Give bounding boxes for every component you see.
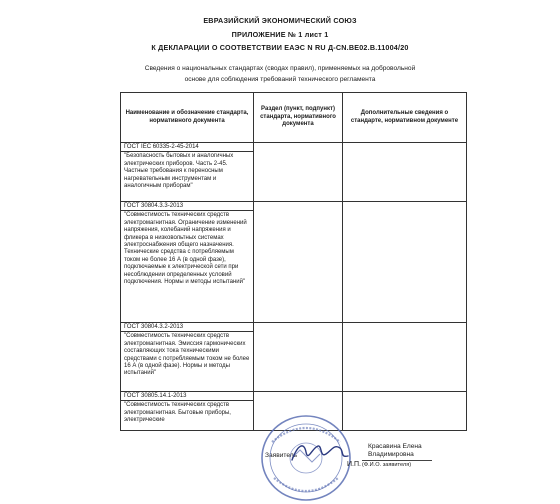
signatory-caption: (Ф.И.О. заявителя) [362, 460, 432, 468]
signatory-name [368, 443, 422, 459]
standard-cell [121, 143, 254, 202]
standard-name: "Совместимость технических средств электромагнитная. Эмиссия гармонических составляющих тока техническими средствами с потребляемым током не более 16 А (в одной фазе). Нормы и методы испытаний" [124, 333, 250, 377]
standard-cell [121, 323, 254, 392]
section-cell [254, 202, 343, 323]
declaration-title: К ДЕКЛАРАЦИИ О СООТВЕТСТВИИ ЕАЭС N RU Д-CN.ВЕ02.В.11004/20 [151, 43, 409, 52]
signatory-name-line-1: Красавина Елена [368, 443, 422, 450]
signature-scribble [290, 438, 350, 468]
info-cell [343, 392, 467, 431]
standard-name: "Совместимость технических средств электромагнитная. Бытовые приборы, электрические [124, 402, 231, 424]
section-cell [254, 323, 343, 392]
applicant-label: Заявитель [265, 452, 298, 459]
table-row [121, 202, 467, 323]
standard-name: "Безопасность бытовых и аналогичных электрических приборов. Часть 2-45. Частные требования к переносным нагревательным инструментам и аналогичным приборам" [124, 153, 234, 190]
table-header-row [121, 93, 467, 143]
standard-code: ГОСТ IEC 60335-2-45-2014 [121, 143, 253, 152]
header-standard: Наименование и обозначение стандарта, нормативного документа [121, 93, 254, 143]
appendix-title: ПРИЛОЖЕНИЕ № 1 лист 1 [231, 30, 329, 39]
info-cell [343, 202, 467, 323]
intro-line-1: Сведения о национальных стандартах (сводах правил), применяемых на добровольной [144, 65, 416, 72]
standard-name: "Совместимость технических средств электромагнитная. Ограничение изменений напряжения, колебаний напряжения и фликера в низковольтных системах электроснабжения общего назначения. Технические средства с потребляемым током не более 16 А (в одной фазе), подключаемые к электрической сети при несоблюдении определенных условий подключения. Нормы и методы испытаний" [124, 212, 247, 286]
standard-cell [121, 392, 254, 431]
info-cell [343, 323, 467, 392]
info-cell [343, 143, 467, 202]
table-row [121, 143, 467, 202]
standard-code: ГОСТ 30804.3.3-2013 [121, 202, 253, 211]
union-title: ЕВРАЗИЙСКИЙ ЭКОНОМИЧЕСКИЙ СОЮЗ [203, 16, 357, 25]
header-section: Раздел (пункт, подпункт) стандарта, нормативного документа [254, 93, 343, 143]
standard-code: ГОСТ 30805.14.1-2013 [121, 392, 253, 401]
section-cell [254, 143, 343, 202]
header-info: Дополнительные сведения о стандарте, нормативном документе [343, 93, 467, 143]
ip-mark: И.П. [347, 461, 361, 468]
table-row [121, 323, 467, 392]
signatory-name-line-2: Владимировна [368, 451, 414, 458]
intro-line-2: основе для соблюдения требований технического регламента [184, 76, 376, 83]
standard-code: ГОСТ 30804.3.2-2013 [121, 323, 253, 332]
standards-table [120, 92, 467, 431]
standard-cell [121, 202, 254, 323]
